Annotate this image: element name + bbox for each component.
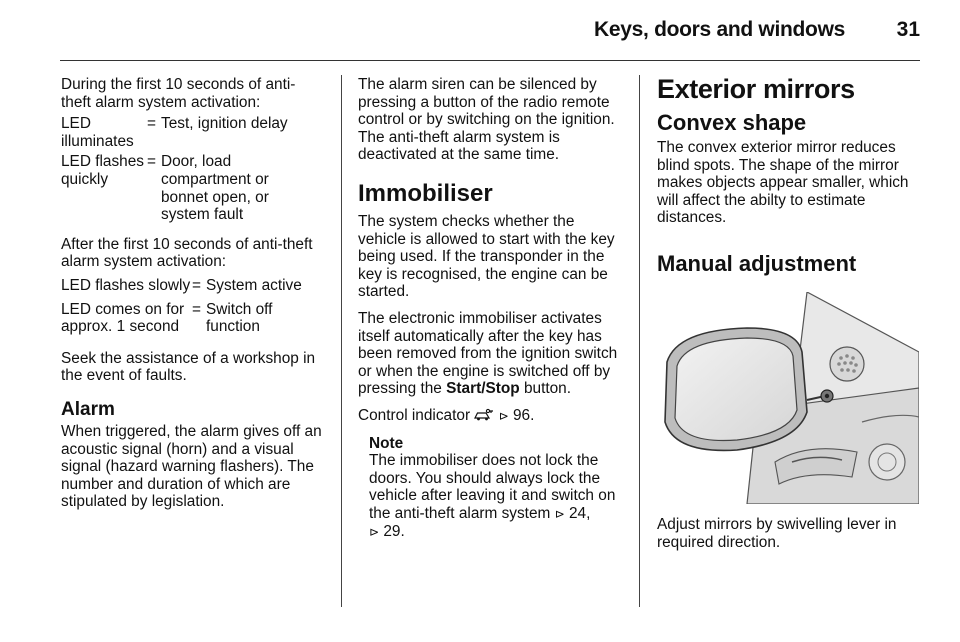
adjust-text: Adjust mirrors by swivelling lever in required direction. <box>657 515 897 551</box>
siren-text: The alarm siren can be silenced by pressing a button of the radio remote control or by switching on the ignition. The anti-theft alarm system is deactivated at the same time. <box>358 76 615 164</box>
led-row <box>61 277 325 295</box>
led-state: LED comes on for approx. 1 second <box>61 300 185 336</box>
start-stop-label: Start/Stop <box>446 380 520 398</box>
faults-text: Seek the assistance of a workshop in the event of faults. <box>61 349 316 385</box>
led-meaning: Door, load compartment or bonnet open, or system fault <box>161 153 269 224</box>
car-key-icon <box>474 408 494 421</box>
equals-sign: = <box>192 300 201 318</box>
reference-arrow-icon: ⊳ <box>369 525 380 540</box>
immobiliser-text-2 <box>358 310 624 398</box>
immobiliser-text-2a: The electronic immobiliser activates itself automatically after the key has been removed from the ignition switch or when the engine is switched off by pressing the <box>358 309 618 398</box>
note-text: The immobiliser does not lock the doors. You should always lock the vehicle after leaving it and switch on the anti-theft alarm system <box>369 452 616 522</box>
led-row <box>61 301 325 336</box>
column-1 <box>61 76 325 520</box>
after-activation-intro: After the first 10 seconds of anti-theft alarm system activation: <box>61 235 313 271</box>
column-divider-1 <box>341 75 342 607</box>
equals-sign: = <box>192 276 201 294</box>
led-meaning: Test, ignition delay <box>161 115 288 133</box>
convex-text: The convex exterior mirror reduces blind spots. The shape of the mirror makes objects appear smaller, which will affect the abilty to estimate distances. <box>657 139 909 227</box>
immobiliser-heading: Immobiliser <box>358 179 493 207</box>
convex-shape-heading: Convex shape <box>657 110 807 135</box>
equals-sign: = <box>147 153 156 171</box>
led-row <box>61 153 325 223</box>
equals-sign: = <box>147 115 156 133</box>
led-table-initial <box>61 115 325 224</box>
column-3 <box>657 74 925 560</box>
activation-intro: During the first 10 seconds of anti-theft alarm system activation: <box>61 76 296 111</box>
control-indicator-ref: 96. <box>512 406 535 424</box>
note-ref-1: 24, <box>568 504 591 522</box>
led-meaning: System active <box>206 276 302 294</box>
exterior-mirrors-heading: Exterior mirrors <box>657 74 855 104</box>
control-indicator-label: Control indicator <box>358 406 471 424</box>
alarm-heading: Alarm <box>61 398 115 420</box>
reference-arrow-icon: ⊳ <box>554 506 565 521</box>
led-state: LED illuminates <box>61 115 134 150</box>
led-state: LED flashes quickly <box>61 153 144 188</box>
led-table-after <box>61 277 325 336</box>
note-ref-2: 29. <box>383 523 405 541</box>
manual-adjustment-heading: Manual adjustment <box>657 250 857 276</box>
immobiliser-text-1: The system checks whether the vehicle is allowed to start with the key being used. If the transponder in the key is recognised, the engine can be started. <box>358 212 615 301</box>
page-number: 31 <box>896 18 920 41</box>
column-divider-2 <box>639 75 640 607</box>
led-row <box>61 115 325 150</box>
header-title: Keys, doors and windows <box>594 18 845 41</box>
column-2 <box>358 76 624 542</box>
alarm-text: When triggered, the alarm gives off an acoustic signal (horn) and a visual signal (hazard warning flashers). The number and duration of which are stipulated by legislation. <box>61 422 322 511</box>
control-indicator-line <box>358 407 624 426</box>
header-rule <box>60 60 920 61</box>
reference-arrow-icon: ⊳ <box>498 408 509 423</box>
note-text-block <box>369 452 624 542</box>
immobiliser-text-2b: button. <box>519 380 572 398</box>
mirror-adjustment-illustration <box>657 292 919 504</box>
led-state: LED flashes slowly <box>61 276 191 294</box>
led-meaning: Switch off function <box>206 300 273 336</box>
note-box <box>358 435 624 543</box>
note-title: Note <box>369 434 404 452</box>
